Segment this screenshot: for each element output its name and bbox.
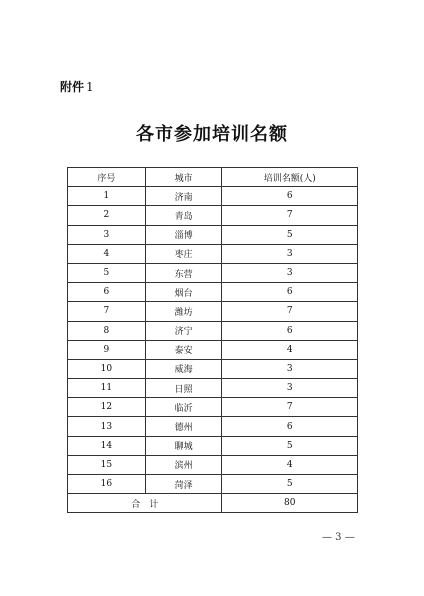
row-index: 3 [68,225,146,244]
row-city: 烟台 [145,283,222,302]
row-quota: 5 [222,225,358,244]
table-row [68,187,358,206]
row-quota: 3 [222,244,358,263]
total-label: 合 计 [68,494,222,513]
table-row [68,244,358,263]
row-quota: 5 [222,475,358,494]
row-index: 6 [68,283,146,302]
row-city: 日照 [145,379,222,398]
row-city: 德州 [145,417,222,436]
table-row [68,455,358,474]
row-city: 潍坊 [145,302,222,321]
row-city: 东营 [145,263,222,282]
row-quota: 7 [222,398,358,417]
table-row [68,417,358,436]
row-index: 5 [68,263,146,282]
row-index: 8 [68,321,146,340]
row-quota: 6 [222,417,358,436]
table-row [68,302,358,321]
row-quota: 7 [222,302,358,321]
table-row [68,283,358,302]
row-quota: 5 [222,436,358,455]
row-index: 12 [68,398,146,417]
row-quota: 7 [222,206,358,225]
attachment-label [60,78,94,95]
row-city: 济南 [145,187,222,206]
row-city: 青岛 [145,206,222,225]
row-city: 泰安 [145,340,222,359]
row-index: 13 [68,417,146,436]
table-row [68,436,358,455]
quota-table [67,167,358,513]
row-index: 11 [68,379,146,398]
row-city: 菏泽 [145,475,222,494]
row-index: 16 [68,475,146,494]
row-index: 1 [68,187,146,206]
header-quota: 培训名额(人) [222,168,358,187]
row-quota: 3 [222,379,358,398]
table-row [68,206,358,225]
row-quota: 4 [222,340,358,359]
attachment-number: 1 [86,80,94,94]
table-row [68,321,358,340]
row-index: 4 [68,244,146,263]
table-row [68,340,358,359]
row-city: 枣庄 [145,244,222,263]
row-quota: 3 [222,263,358,282]
header-city: 城市 [145,168,222,187]
row-index: 2 [68,206,146,225]
row-city: 滨州 [145,455,222,474]
table-header-row [68,168,358,187]
row-quota: 6 [222,321,358,340]
row-index: 7 [68,302,146,321]
row-quota: 6 [222,187,358,206]
attachment-text: 附件 [60,80,85,94]
row-quota: 4 [222,455,358,474]
row-city: 济宁 [145,321,222,340]
table-row [68,225,358,244]
row-index: 15 [68,455,146,474]
page-number: — 3 — [322,532,355,543]
table-row [68,475,358,494]
row-index: 10 [68,359,146,378]
header-index: 序号 [68,168,146,187]
table-row [68,398,358,417]
row-city: 临沂 [145,398,222,417]
row-quota: 6 [222,283,358,302]
table-row [68,263,358,282]
table-row [68,379,358,398]
row-city: 淄博 [145,225,222,244]
row-city: 聊城 [145,436,222,455]
row-quota: 3 [222,359,358,378]
row-index: 14 [68,436,146,455]
page-title: 各市参加培训名额 [136,124,288,145]
table-total-row [68,494,358,513]
row-city: 威海 [145,359,222,378]
table-row [68,359,358,378]
row-index: 9 [68,340,146,359]
total-value: 80 [222,494,358,513]
